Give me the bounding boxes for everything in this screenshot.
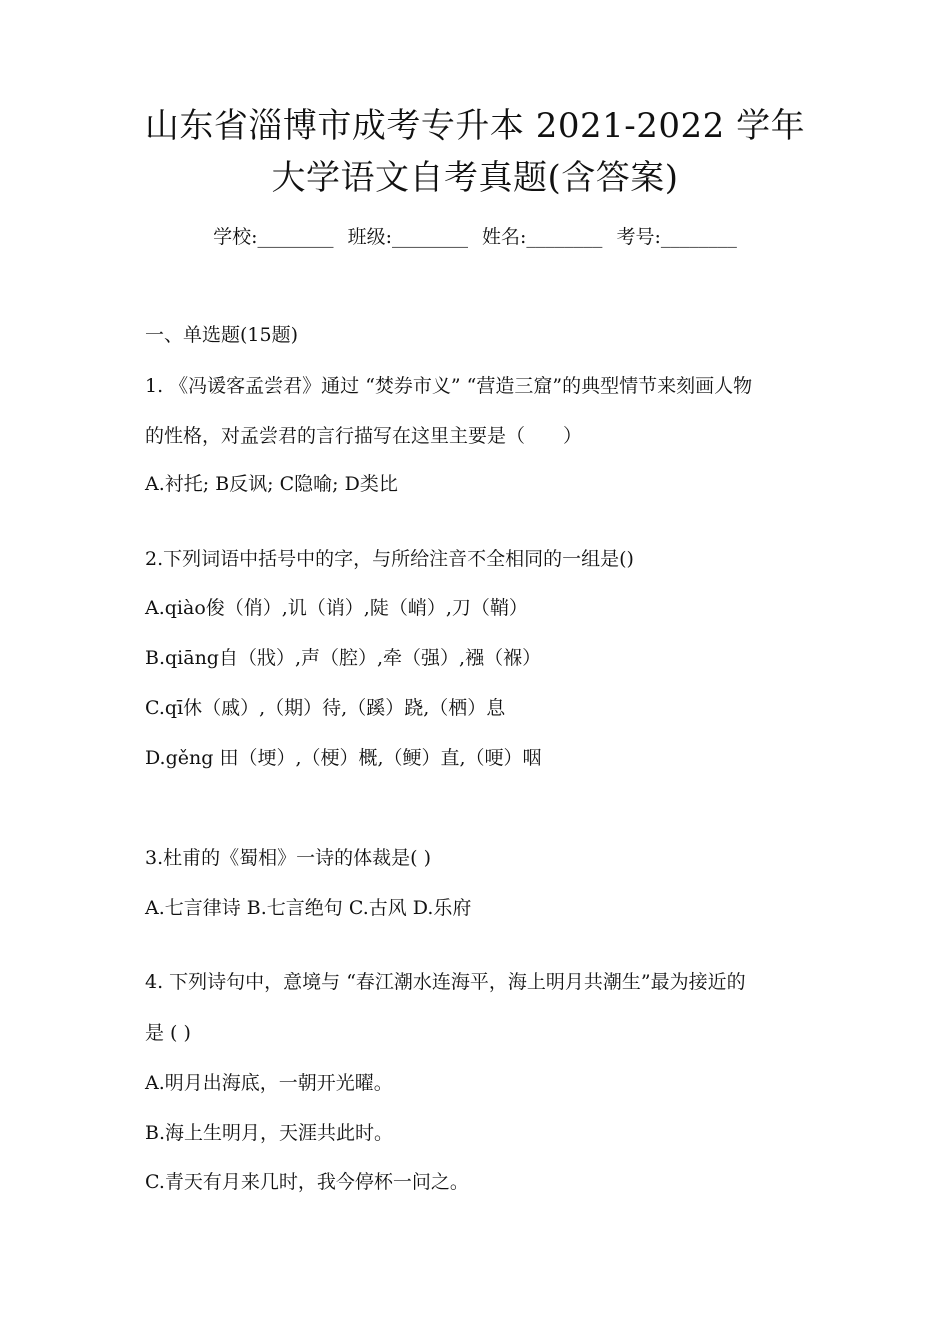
question-1-options: A.衬托; B反讽; C隐喻; D类比 bbox=[145, 473, 398, 495]
section-heading: 一、单选题(15题) bbox=[145, 324, 299, 346]
question-2-option-b: B.qiāng自（戕）,声（腔）,牵（强）,襁（褓） bbox=[145, 647, 542, 669]
exam-number-field: 考号:________ bbox=[616, 226, 737, 248]
question-2-option-d: D.gěng 田（埂）,（梗）概,（鲠）直,（哽）咽 bbox=[145, 747, 542, 769]
question-4-option-c: C.青天有月来几时，我今停杯一问之。 bbox=[145, 1171, 469, 1193]
student-info-row bbox=[0, 223, 950, 251]
question-4-stem-line1: 4. 下列诗句中，意境与 “春江潮水连海平，海上明月共潮生”最为接近的 bbox=[145, 971, 746, 993]
question-1-stem-line2: 的性格，对孟尝君的言行描写在这里主要是（ ） bbox=[145, 425, 583, 447]
name-field: 姓名:________ bbox=[482, 226, 603, 248]
question-2-option-c: C.qī休（戚）,（期）待,（蹊）跷,（栖）息 bbox=[145, 697, 506, 719]
question-2-option-a: A.qiào俊（俏）,讥（诮）,陡（峭）,刀（鞘） bbox=[145, 597, 528, 619]
question-4-option-b: B.海上生明月，天涯共此时。 bbox=[145, 1122, 394, 1144]
question-4-stem-line2: 是 ( ) bbox=[145, 1022, 191, 1044]
class-field: 班级:________ bbox=[347, 226, 468, 248]
question-3-stem: 3.杜甫的《蜀相》一诗的体裁是( ) bbox=[145, 847, 431, 869]
question-4-option-a: A.明月出海底，一朝开光曜。 bbox=[145, 1072, 393, 1094]
question-3-options: A.七言律诗 B.七言绝句 C.古风 D.乐府 bbox=[145, 897, 472, 919]
question-1-stem-line1: 1. 《冯谖客孟尝君》通过 “焚券市义” “营造三窟”的典型情节来刻画人物 bbox=[145, 375, 753, 397]
page-title-line2: 大学语文自考真题(含答案) bbox=[271, 158, 679, 198]
page-title-line1: 山东省淄博市成考专升本 2021-2022 学年 bbox=[144, 106, 806, 146]
question-2-stem: 2.下列词语中括号中的字，与所给注音不全相同的一组是() bbox=[145, 548, 634, 570]
school-field: 学校:________ bbox=[213, 226, 334, 248]
